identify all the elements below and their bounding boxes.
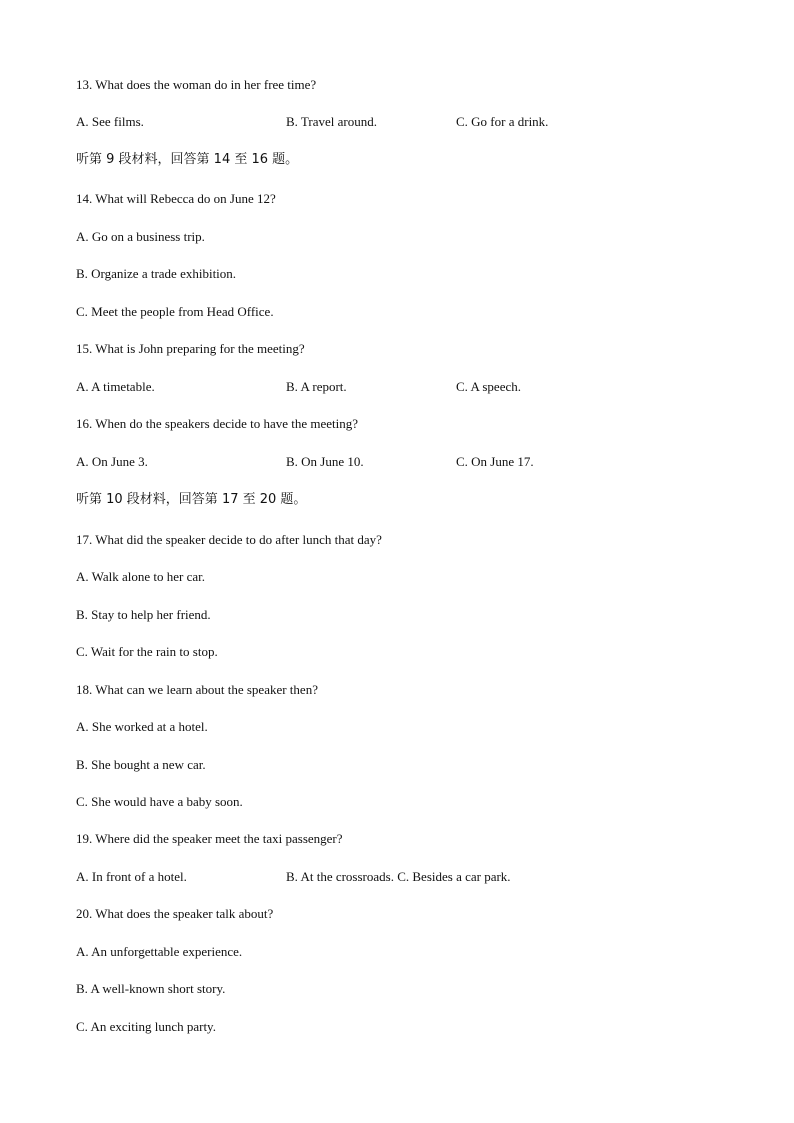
option-a: A. On June 3. [76, 454, 148, 469]
option-b: B. She bought a new car. [76, 757, 206, 772]
option-b: B. On June 10. [286, 454, 364, 469]
option-a: A. In front of a hotel. [76, 869, 187, 884]
option-b: B. A report. [286, 379, 347, 394]
question-13-options [76, 114, 676, 130]
option-c: C. Meet the people from Head Office. [76, 304, 274, 319]
option-b: B. Organize a trade exhibition. [76, 266, 237, 281]
question-19: 19. Where did the speaker meet the taxi passenger? [76, 831, 343, 846]
question-13: 13. What does the woman do in her free time? [76, 77, 317, 92]
option-c: C. She would have a baby soon. [76, 794, 243, 809]
option-a: A. Go on a business trip. [76, 229, 205, 244]
option-c: C. An exciting lunch party. [76, 1019, 216, 1034]
question-17: 17. What did the speaker decide to do after lunch that day? [76, 532, 382, 547]
question-14: 14. What will Rebecca do on June 12? [76, 191, 276, 206]
option-c: C. On June 17. [456, 454, 534, 469]
option-a: A. She worked at a hotel. [76, 719, 208, 734]
option-b: B. A well-known short story. [76, 981, 226, 996]
option-a: A. Walk alone to her car. [76, 569, 206, 584]
option-c: C. Go for a drink. [456, 114, 549, 129]
question-15-options [76, 379, 676, 395]
option-a: A. A timetable. [76, 379, 155, 394]
option-c: C. A speech. [456, 379, 521, 394]
question-19-options [76, 869, 676, 885]
option-a: A. See films. [76, 114, 144, 129]
question-20: 20. What does the speaker talk about? [76, 906, 274, 921]
option-b: B. Travel around. [286, 114, 377, 129]
question-16-options [76, 454, 676, 470]
option-b: B. Stay to help her friend. [76, 607, 211, 622]
option-b-and-c: B. At the crossroads. C. Besides a car park. [286, 869, 511, 884]
question-16: 16. When do the speakers decide to have the meeting? [76, 416, 359, 431]
section-heading-9: 听第 9 段材料，回答第 14 至 16 题。 [76, 152, 299, 167]
option-c: C. Wait for the rain to stop. [76, 644, 218, 659]
question-15: 15. What is John preparing for the meeting? [76, 341, 305, 356]
section-heading-10: 听第 10 段材料，回答第 17 至 20 题。 [76, 492, 307, 507]
question-18: 18. What can we learn about the speaker then? [76, 682, 318, 697]
option-a: A. An unforgettable experience. [76, 944, 243, 959]
